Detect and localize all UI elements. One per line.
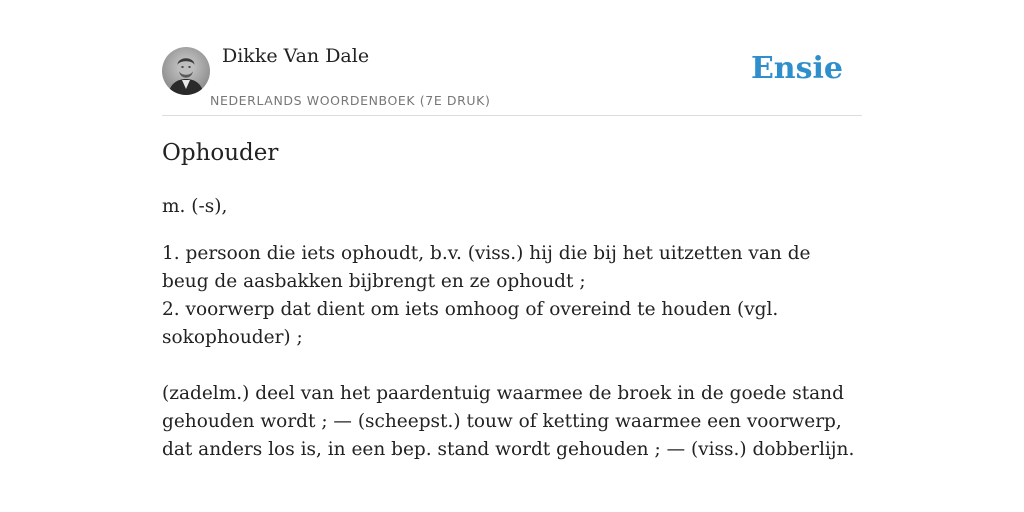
source-label[interactable]: NEDERLANDS WOORDENBOEK (7E DRUK) <box>210 93 491 108</box>
author-avatar[interactable] <box>162 47 210 95</box>
portrait-photo-icon <box>162 47 210 95</box>
entry-content <box>162 193 862 464</box>
definition-list <box>162 240 862 352</box>
additional-meaning: (zadelm.) deel van het paardentuig waarmee de broek in de goede stand gehouden wordt ; — (scheepst.) touw of ketting waarmee een voorwerp, dat anders los is, in een bep. stand wordt gehouden ; — (viss.) dobberlijn. <box>162 383 855 460</box>
brand-logo[interactable]: Ensie <box>750 51 843 86</box>
grammar-note: m. (-s), <box>162 196 228 217</box>
entry-header <box>162 0 862 116</box>
entry-title: Ophouder <box>162 140 279 166</box>
definition-item: 2. voorwerp dat dient om iets omhoog of overeind te houden (vgl. sokophouder) ; <box>162 299 779 348</box>
author-name[interactable]: Dikke Van Dale <box>222 45 370 67</box>
definition-item: 1. persoon die iets ophoudt, b.v. (viss.) hij die bij het uitzetten van de beug de aasbakken bijbrengt en ze ophoudt ; <box>162 243 811 292</box>
entry-card <box>162 0 862 512</box>
